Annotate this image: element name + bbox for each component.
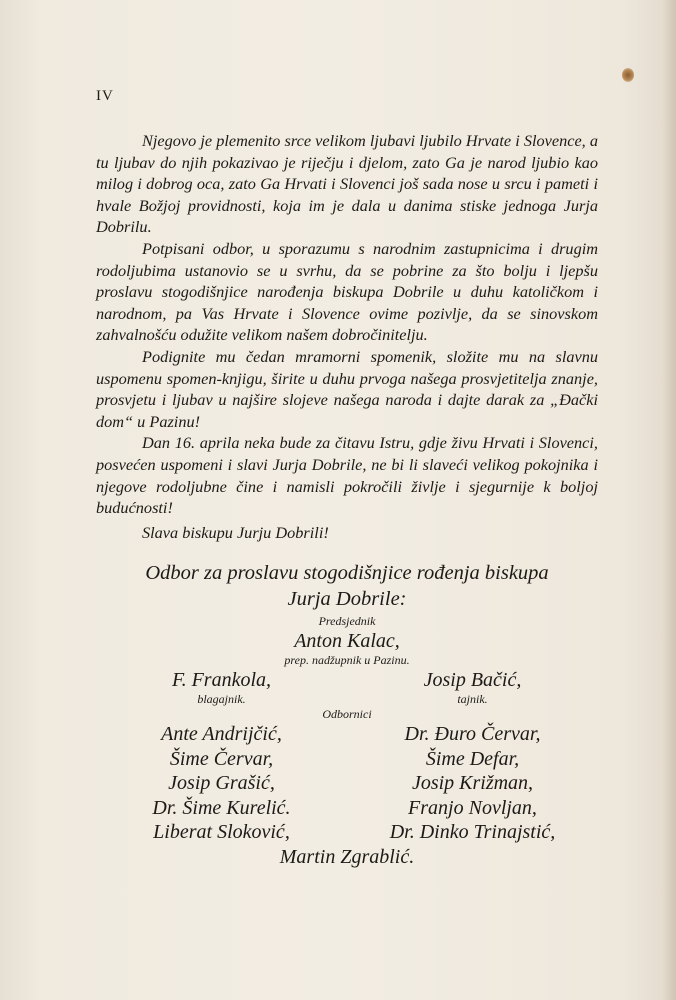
member-name: Dr. Šime Kurelić.: [152, 796, 291, 819]
paragraph-4: Dan 16. aprila neka bude za čitavu Istru, gdje živu Hrvati i Slovenci, posvećen uspomeni i slavi Jurja Dobrile, ne bi li slaveći velikog pokojnika i njegove rodoljubne čine i namisli pokročili življe i sjegurnije k boljoj budućnosti!: [96, 433, 598, 518]
member-name: Liberat Sloković,: [153, 821, 290, 843]
member-name: Josip Križman,: [411, 772, 534, 794]
president-name: Anton Kalac,: [294, 630, 400, 652]
paragraph-2: Potpisani odbor, u sporazumu s narodnim zastupnicima i drugim rodoljubima ustanovio se u svrhu, da se pobrine za što bolju i ljepšu proslavu stogodišnjice narođenja biskupa Dobrile u duhu katoličkom i narodnom, pa Vas Hrvate i Slovence ovime pozivlje, da se sinovskom zahvalnošću odužite velikom našem dobročinitelju.: [96, 238, 598, 345]
member-name: Josip Grašić,: [168, 772, 275, 794]
member-name: Šime Defar,: [425, 747, 520, 770]
treasurer-name: F. Frankola,: [171, 669, 272, 691]
paragraph-1: Njegovo je plemenito srce velikom ljubavi ljubilo Hrvate i Slovence, a tu ljubav do njih pokazivao je riječju i djelom, zato Ga je narod ljubio kao milog i dobrog oca, zato Ga Hrvati i Slovenci još sada nose u srcu i pameti i hvale Božjoj providnosti, koja im je dala u danima stiske jednoga Jurja Dobrilu.: [96, 131, 598, 237]
salute-line: Slava biskupu Jurju Dobrili!: [142, 522, 329, 542]
committee-title-line-1: Odbor za proslavu stogodišnjice rođenja biskupa: [145, 562, 549, 584]
president-role: prep. nadžupnik u Pazinu.: [284, 653, 410, 667]
paper-stain: [622, 68, 634, 82]
secretary: [347, 668, 598, 707]
last-member-name: Martin Zgrablić.: [279, 845, 415, 868]
committee-title-line-2: Jurja Dobrile:: [287, 588, 407, 610]
paragraph-3: Podignite mu čedan mramorni spomenik, složite mu na slavnu uspomenu spomen-knjigu, širite u duhu prvoga našega prosvjetitelja znanje, prosvjetu i ljubav u najšire slojeve našega naroda i dajte darak za „Đački dom“ u Pazinu!: [96, 346, 598, 431]
page-edge: [662, 0, 676, 1000]
members-label: Odbornici: [322, 707, 372, 721]
member-name: Dr. Dinko Trinajstić,: [389, 821, 556, 843]
letter-body: [96, 130, 598, 543]
secretary-name: Josip Bačić,: [423, 669, 522, 691]
member-name: Dr. Đuro Červar,: [404, 723, 541, 745]
signature-block: [96, 560, 598, 869]
members-list: [96, 722, 598, 845]
member-name: Ante Andrijčić,: [161, 723, 282, 745]
secretary-role: tajnik.: [457, 692, 488, 706]
officers-row: [96, 668, 598, 707]
president-block: [96, 614, 598, 668]
president-label: Predsjednik: [318, 614, 376, 628]
member-name: Franjo Novljan,: [408, 796, 537, 819]
treasurer-role: blagajnik.: [197, 692, 246, 706]
page-number: IV: [96, 88, 114, 104]
member-name: Šime Červar,: [169, 747, 274, 770]
members-right-column: [347, 722, 598, 845]
members-left-column: [96, 722, 347, 845]
treasurer: [96, 668, 347, 707]
